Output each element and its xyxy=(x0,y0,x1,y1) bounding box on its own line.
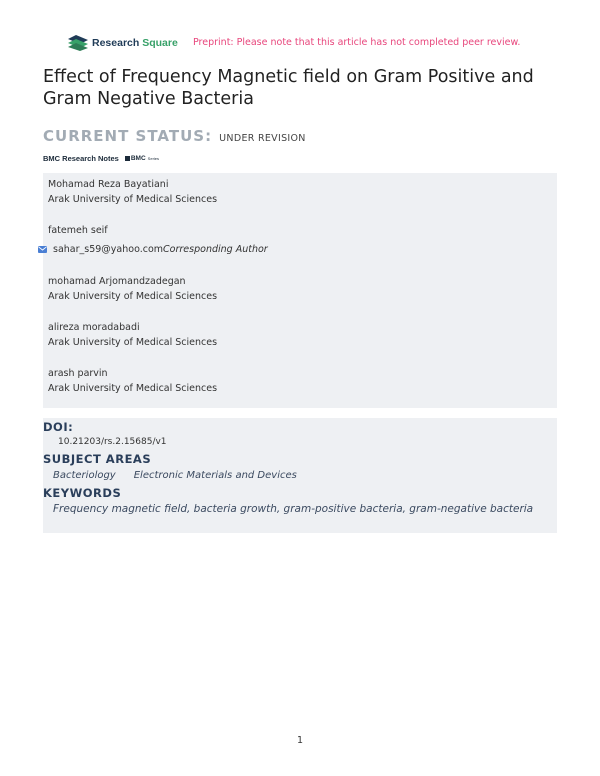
preprint-notice: Preprint: Please note that this article has not completed peer review. xyxy=(193,37,521,48)
article-title: Effect of Frequency Magnetic field on Gram Positive and Gram Negative Bacteria xyxy=(43,67,534,109)
author-item xyxy=(48,320,217,350)
page-number: 1 xyxy=(296,735,304,746)
email-address[interactable]: sahar_s59@yahoo.com xyxy=(53,244,164,255)
current-status xyxy=(43,126,306,145)
logo-text-accent: Square xyxy=(142,37,178,49)
bmc-square-icon xyxy=(125,156,130,161)
author-affiliation: Arak University of Medical Sciences xyxy=(48,291,218,302)
author-item xyxy=(48,177,217,207)
bmc-series-text: BMC xyxy=(130,155,146,162)
subject-area-item[interactable]: Bacteriology xyxy=(53,470,116,481)
bmc-series-small-text: Series xyxy=(147,156,160,161)
subject-areas-heading: SUBJECT AREAS xyxy=(43,452,152,466)
doi-value[interactable]: 10.21203/rs.2.15685/v1 xyxy=(58,437,167,447)
author-item xyxy=(48,223,108,238)
research-square-logo-icon xyxy=(67,35,89,51)
subject-areas-list xyxy=(53,470,297,481)
logo-text xyxy=(92,37,178,49)
corresponding-author-email xyxy=(38,244,268,255)
author-affiliation: Arak University of Medical Sciences xyxy=(48,383,218,394)
email-icon xyxy=(38,246,47,253)
author-name: Mohamad Reza Bayatiani xyxy=(48,179,169,190)
article-metadata xyxy=(43,418,557,533)
bmc-series-logo xyxy=(125,155,159,162)
journal-logo xyxy=(43,154,159,163)
author-item xyxy=(48,366,217,396)
author-name: alireza moradabadi xyxy=(48,322,140,333)
logo-text-main: Research xyxy=(92,37,143,49)
author-item xyxy=(48,274,217,304)
author-name: mohamad Arjomandzadegan xyxy=(48,276,186,287)
status-value: UNDER REVISION xyxy=(219,133,306,144)
corresponding-author-label: Corresponding Author xyxy=(163,244,268,255)
author-name: arash parvin xyxy=(48,368,108,379)
journal-name: BMC Research Notes xyxy=(43,154,119,163)
research-square-logo[interactable] xyxy=(67,34,178,52)
author-name: fatemeh seif xyxy=(48,225,108,236)
page-header xyxy=(67,34,547,54)
author-affiliation: Arak University of Medical Sciences xyxy=(48,337,218,348)
author-affiliation: Arak University of Medical Sciences xyxy=(48,194,218,205)
status-label: CURRENT STATUS: xyxy=(43,127,213,145)
doi-heading: DOI: xyxy=(43,420,74,434)
authors-section xyxy=(43,173,557,408)
keywords-list: Frequency magnetic field, bacteria growth, gram-positive bacteria, gram-negative bacteria xyxy=(53,503,534,515)
subject-area-item[interactable]: Electronic Materials and Devices xyxy=(133,470,297,481)
keywords-heading: KEYWORDS xyxy=(43,486,122,500)
